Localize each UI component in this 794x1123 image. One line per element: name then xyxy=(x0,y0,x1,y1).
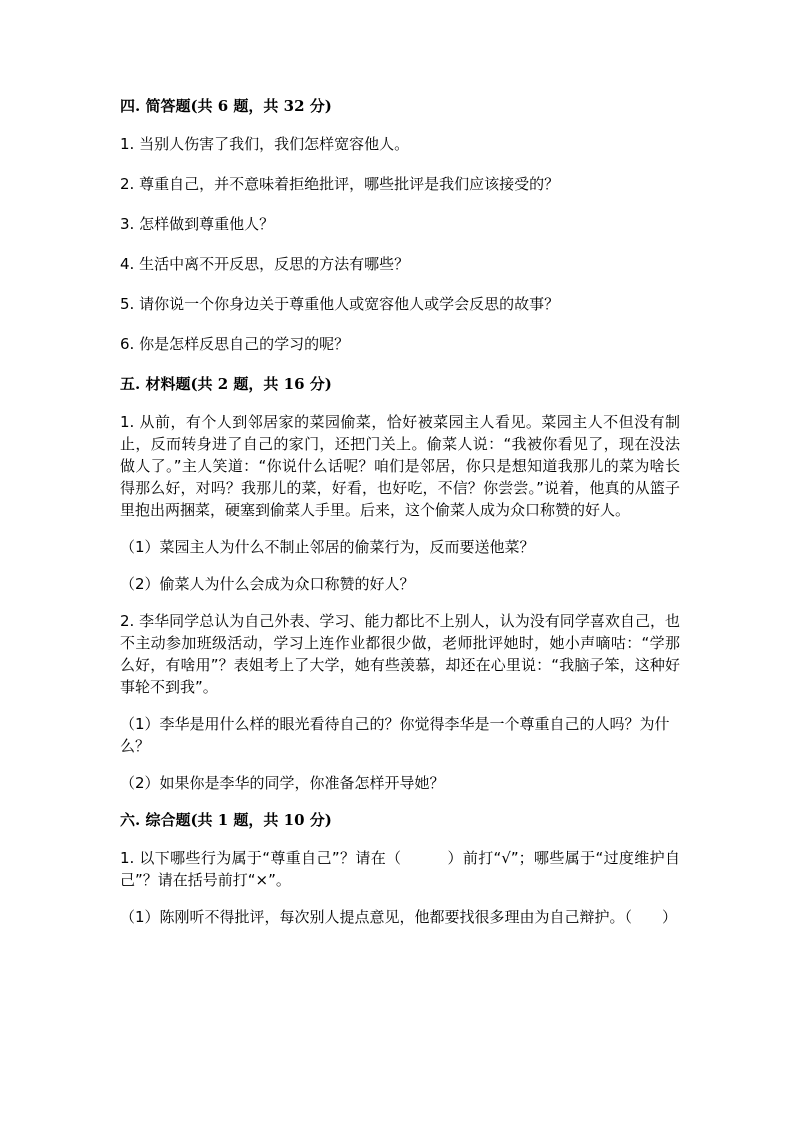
question-4-3: 3. 怎样做到尊重他人？ xyxy=(120,215,275,233)
question-4-1: 1. 当别人伤害了我们，我们怎样宽容他人。 xyxy=(120,135,410,153)
material-passage-1: 1. 从前，有个人到邻居家的菜园偷菜，恰好被菜园主人看见。菜园主人不但没有制止，反而转身进了自己的家门，还把门关上。偷菜人说：“我被你看见了，现在没法做人了。”主人笑道：“你说什么话呢？咱们是邻居，你只是想知道我那儿的菜为啥长得那么好，对吗？我那儿的菜，好看，也好吃，不信？你尝尝。”说着，他真的从篮子里抱出两捆菜，硬塞到偷菜人手里。后来，这个偷菜人成为众口称赞的好人。 xyxy=(120,413,680,519)
material-2-subquestion-2: （2）如果你是李华的同学，你准备怎样开导她？ xyxy=(120,774,445,792)
question-4-5: 5. 请你说一个你身边关于尊重他人或宽容他人或学会反思的故事？ xyxy=(120,295,560,313)
section-heading-comprehensive: 六. 综合题(共 1 题，共 10 分) xyxy=(120,811,332,829)
material-1-subquestion-1: （1）菜园主人为什么不制止邻居的偷菜行为，反而要送他菜？ xyxy=(120,538,535,556)
question-4-6: 6. 你是怎样反思自己的学习的呢？ xyxy=(120,335,350,353)
section-heading-materials: 五. 材料题(共 2 题，共 16 分) xyxy=(120,375,332,393)
exam-page xyxy=(120,95,680,943)
material-2-subquestion-1: （1）李华是用什么样的眼光看待自己的？你觉得李华是一个尊重自己的人吗？为什么？ xyxy=(120,715,670,755)
question-4-2: 2. 尊重自己，并不意味着拒绝批评，哪些批评是我们应该接受的？ xyxy=(120,175,560,193)
material-1-subquestion-2: （2）偷菜人为什么会成为众口称赞的好人？ xyxy=(120,575,415,593)
section-heading-short-answer: 四. 简答题(共 6 题，共 32 分) xyxy=(120,97,332,115)
question-4-4: 4. 生活中离不开反思，反思的方法有哪些？ xyxy=(120,255,410,273)
comprehensive-intro: 1. 以下哪些行为属于“尊重自己”？请在（ ）前打“√”；哪些属于“过度维护自己”？请在括号前打“×”。 xyxy=(120,849,680,889)
comprehensive-item-1: （1）陈刚听不得批评，每次别人提点意见，他都要找很多理由为自己辩护。（ ） xyxy=(120,908,678,926)
material-passage-2: 2. 李华同学总认为自己外表、学习、能力都比不上别人，认为没有同学喜欢自己，也不主动参加班级活动，学习上连作业都很少做，老师批评她时，她小声嘀咕：“学那么好，有啥用”？表姐考上了大学，她有些羡慕，却还在心里说：“我脑子笨，这种好事轮不到我”。 xyxy=(120,612,680,696)
